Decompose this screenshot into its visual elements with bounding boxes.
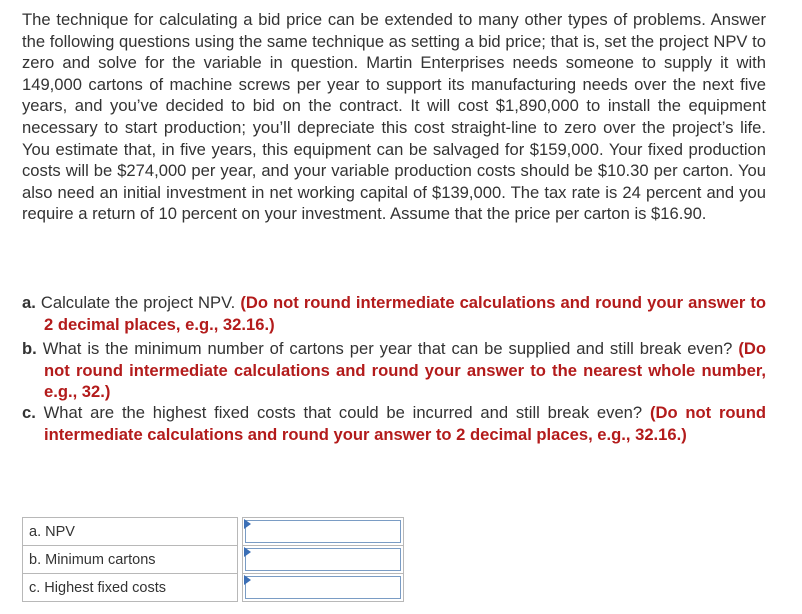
flag-icon <box>244 547 251 557</box>
flag-icon <box>244 519 251 529</box>
minimum-cartons-input[interactable] <box>245 548 401 571</box>
question-c-note: (Do not round intermediate calculations and round your answer to 2 decimal places, e.g., 32.16.) <box>44 403 766 444</box>
question-b <box>22 338 766 403</box>
answer-label-npv: a. NPV <box>23 518 238 546</box>
question-a-letter: a. <box>22 293 36 312</box>
question-a-text: Calculate the project NPV. <box>40 293 236 312</box>
question-c <box>22 402 766 445</box>
question-b-text: What is the minimum number of cartons per year that can be supplied and still break even? <box>42 339 733 358</box>
answer-row-npv <box>23 518 404 546</box>
flag-icon <box>244 575 251 585</box>
question-a-note: (Do not round intermediate calculations and round your answer to 2 decimal places, e.g., 32.16.) <box>44 293 766 334</box>
question-c-letter: c. <box>22 403 36 422</box>
answer-row-highest-fixed-costs <box>23 574 404 602</box>
question-a <box>22 292 766 335</box>
question-b-note: (Do not round intermediate calculations and round your answer to the nearest whole number, e.g., 32.) <box>44 339 766 402</box>
answer-row-minimum-cartons <box>23 546 404 574</box>
problem-text: The technique for calculating a bid price can be extended to many other types of problems. Answer the following questions using the same technique as setting a bid price; that is, set the project NPV to zero and solve for the variable in question. Martin Enterprises needs someone to supply it with 149,000 cartons of machine screws per year to support its manufacturing needs over the next five years, and you’ve decided to bid on the contract. It will cost $1,890,000 to install the equipment necessary to start production; you’ll depreciate this cost straight-line to zero over the project’s life. You estimate that, in five years, this equipment can be salvaged for $159,000. Your fixed production costs will be $274,000 per year, and your variable production costs should be $10.30 per carton. You also need an initial investment in net working capital of $139,000. The tax rate is 24 percent and you require a return of 10 percent on your investment. Assume that the price per carton is $16.90. <box>22 10 766 224</box>
answer-label-highest-fixed-costs: c. Highest fixed costs <box>23 574 238 602</box>
question-c-text: What are the highest fixed costs that could be incurred and still break even? <box>43 403 643 422</box>
answer-table <box>22 517 404 602</box>
answer-label-minimum-cartons: b. Minimum cartons <box>23 546 238 574</box>
question-b-letter: b. <box>22 339 37 358</box>
highest-fixed-costs-input[interactable] <box>245 576 401 599</box>
npv-input[interactable] <box>245 520 401 543</box>
